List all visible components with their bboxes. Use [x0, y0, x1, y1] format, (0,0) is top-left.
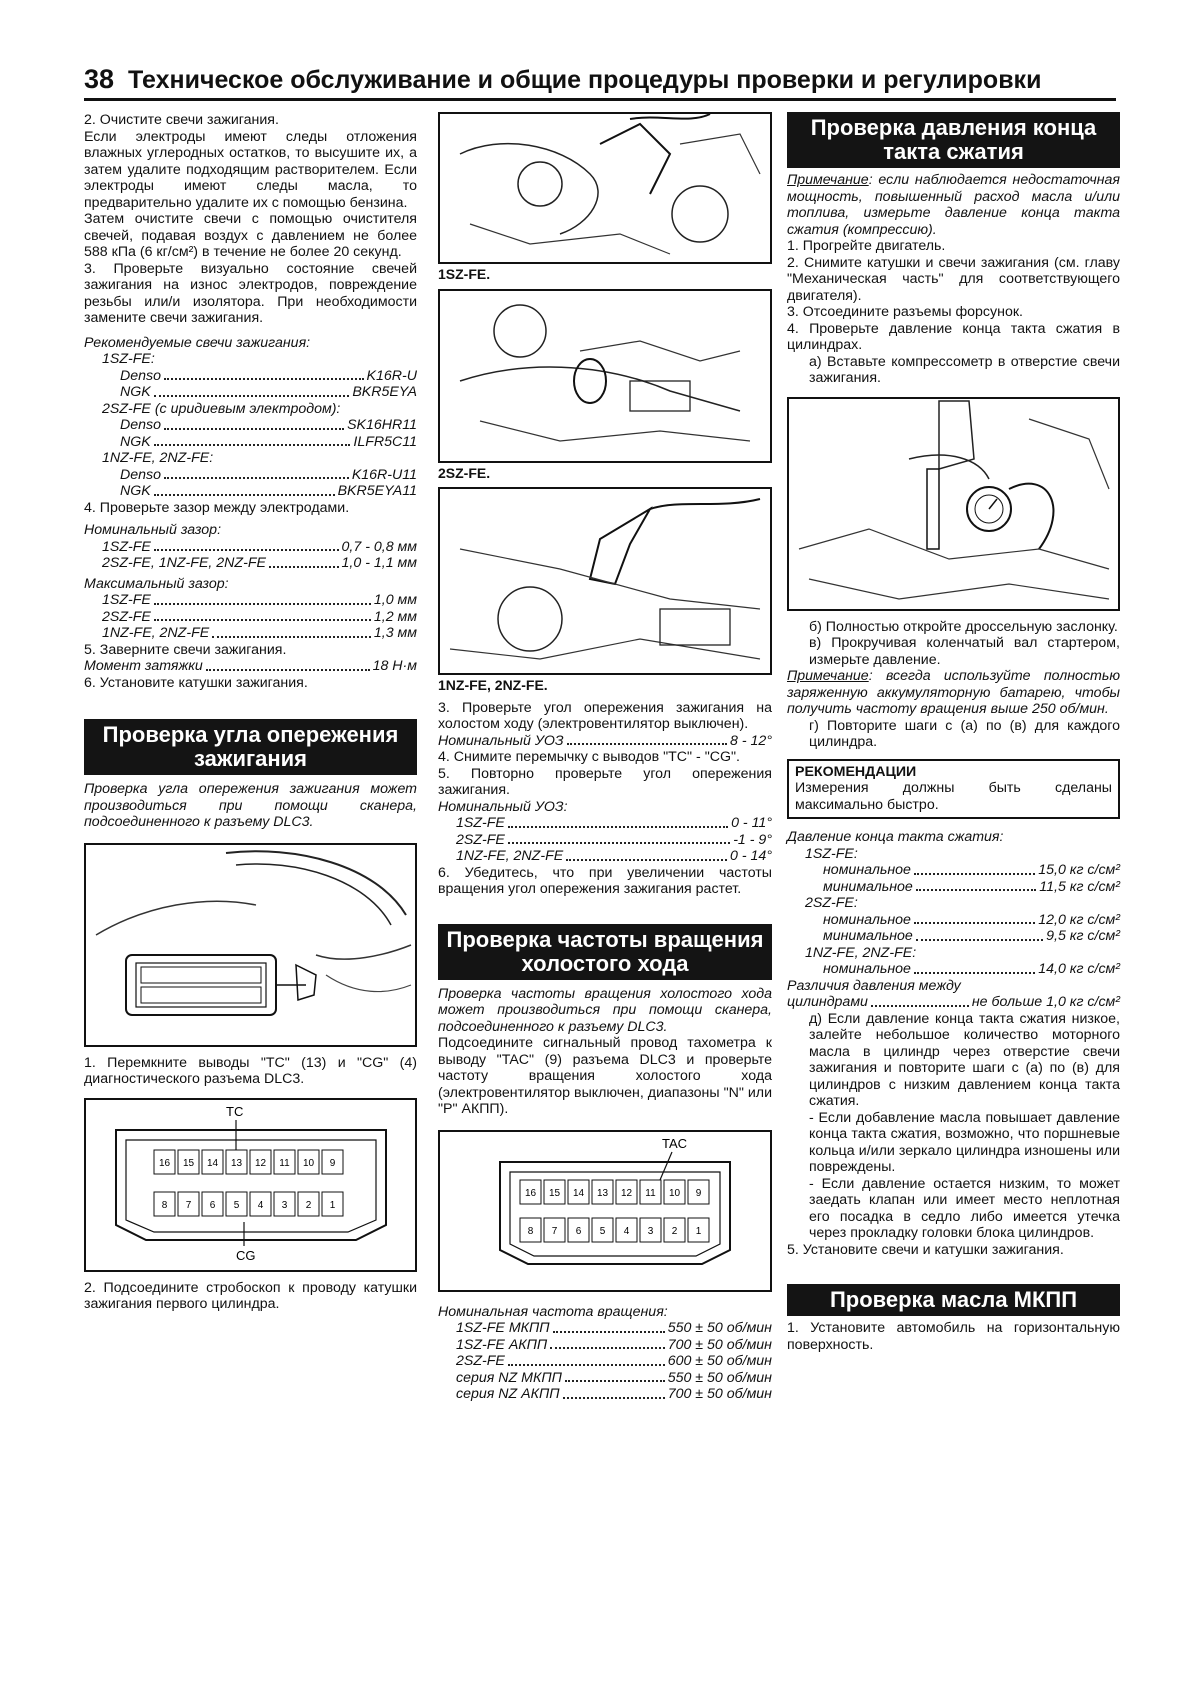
spec-row	[438, 848, 772, 865]
connector-pin-label: 5	[599, 1225, 606, 1237]
connector-pin-label: 9	[695, 1187, 702, 1199]
spec-key: Номинальный УОЗ	[438, 732, 564, 749]
spec-key: 1NZ-FE, 2NZ-FE	[456, 848, 564, 864]
connector-pin-label: 10	[302, 1157, 315, 1169]
spec-engine: 1NZ-FE, 2NZ-FE:	[805, 944, 917, 961]
spec-value: 8 - 12°	[730, 732, 772, 749]
connector-pin-label: 11	[645, 1187, 656, 1199]
spec-key: минимальное	[823, 928, 913, 944]
spec-row	[438, 1320, 772, 1337]
spec-row	[438, 1386, 772, 1403]
recommendation-title: РЕКОМЕНДАЦИИ	[795, 763, 917, 780]
spec-key: NGK	[120, 433, 151, 450]
figure-dlc3-location	[84, 843, 417, 1047]
paragraph: 6. Установите катушки зажигания.	[84, 674, 308, 691]
recommendation-box	[787, 759, 1120, 820]
note-text: : если наблюдается недостаточная мощность, повышенный расход масла и/или топлива, измерьте давление конца такта сжатия (компрессию).	[787, 172, 1120, 238]
spec-key: номинальное	[823, 911, 911, 928]
spec-key: номинальное	[823, 961, 911, 977]
note-text: : всегда используйте полностью заряженную аккумуляторную батарею, чтобы получить частоту вращения выше 250 об/мин.	[787, 668, 1120, 717]
spec-key: 2SZ-FE	[102, 608, 151, 625]
connector-pin-label: 8	[161, 1199, 168, 1211]
column-right	[787, 112, 1120, 1353]
connector-pin-label: 6	[209, 1199, 216, 1211]
paragraph: Затем очистите свечи с помощью очистителя свечей, подавая воздух с давлением не более 588 кПа (6 кг/см²) в течение не более 20 секунд.	[84, 211, 417, 260]
connector-pin-label: 12	[620, 1187, 633, 1199]
page-number: 38	[84, 64, 115, 94]
spec-value: 0 - 14°	[730, 848, 772, 864]
column-middle	[438, 112, 772, 1403]
connector-pin-label: 3	[281, 1199, 288, 1211]
spec-key: серия NZ АКПП	[456, 1386, 560, 1402]
paragraph: - Если давление остается низким, то может заедать клапан или имеет место неплотная его посадка в седло либо имеется утечка через прокладку головки блока цилиндров.	[809, 1175, 1120, 1241]
paragraph: 1. Установите автомобиль на горизонтальную поверхность.	[787, 1320, 1120, 1353]
spec-value: 9,5 кг с/см²	[1046, 928, 1120, 944]
connector-pin-label: 11	[279, 1157, 290, 1169]
label-cg: CG	[236, 1247, 256, 1263]
spec-key: 1SZ-FE	[456, 815, 505, 831]
section-heading-ignition-timing: Проверка угла опережения зажигания	[84, 719, 417, 775]
figure-dlc3-tac	[438, 1130, 772, 1292]
figure-compression-gauge	[787, 397, 1120, 611]
spec-value: ILFR5C11	[353, 433, 417, 450]
connector-pin-label: 6	[575, 1225, 582, 1237]
paragraph: 1. Прогрейте двигатель.	[787, 238, 946, 254]
column-left	[84, 112, 417, 1313]
spec-row	[84, 539, 417, 556]
note-label: Примечание	[787, 668, 869, 684]
section-heading-idle-speed: Проверка частоты вращения холостого хода	[438, 924, 772, 980]
paragraph: 2. Снимите катушки и свечи зажигания (см. главу "Механическая часть" для соответствующего двигателя).	[787, 254, 1120, 304]
paragraph: 3. Проверьте угол опережения зажигания на холостом ходу (электровентилятор выключен).	[438, 699, 772, 732]
paragraph: д) Если давление конца такта сжатия низкое, залейте небольшое количество моторного масла в цилиндр через отверстие свечи зажигания и повторите шаги с (а) по (в) для цилиндров с низким давлением конца такта сжатия.	[809, 1010, 1120, 1109]
dlc3-connector-diagram	[86, 1100, 415, 1266]
note	[787, 668, 1120, 718]
connector-pin-label: 16	[158, 1157, 171, 1169]
spark-plugs-spec	[84, 335, 417, 500]
section-note: Проверка частоты вращения холостого хода может производиться при помощи сканера, подсоединенного к разъему DLC3.	[438, 985, 772, 1035]
connector-pin-label: 12	[254, 1157, 267, 1169]
paragraph: 3. Отсоедините разъемы форсунок.	[787, 304, 1023, 320]
spec-key: Denso	[120, 367, 162, 384]
spec-title: Максимальный зазор:	[84, 575, 229, 592]
spec-engine: 1NZ-FE, 2NZ-FE:	[102, 450, 214, 466]
figure-engine-2sz	[438, 289, 772, 463]
spec-row	[84, 658, 417, 675]
spec-row	[438, 733, 772, 750]
spec-engine: 1SZ-FE:	[805, 845, 858, 862]
connector-pin-label: 4	[257, 1199, 264, 1211]
spec-key: 1SZ-FE	[102, 592, 151, 608]
spec-value: 550 ± 50 об/мин	[667, 1320, 772, 1336]
spec-row	[84, 368, 417, 385]
spec-title: Давление конца такта сжатия:	[787, 829, 1004, 845]
connector-pin-label: 14	[206, 1157, 219, 1169]
spec-title: Номинальная частота вращения:	[438, 1303, 668, 1320]
connector-pin-label: 7	[551, 1225, 558, 1237]
paragraph: б) Полностью откройте дроссельную заслонку.	[809, 618, 1118, 635]
connector-pin-label: 13	[596, 1187, 609, 1199]
spec-value: K16R-U	[366, 367, 417, 384]
spec-value: 11,5 кг с/см²	[1039, 878, 1120, 895]
connector-pin-label: 8	[527, 1225, 534, 1237]
spec-value: 0,7 - 0,8 мм	[341, 538, 417, 555]
figure-dlc3-tc-cg	[84, 1098, 417, 1272]
spec-key: 2SZ-FE	[456, 831, 505, 848]
paragraph: - Если добавление масла повышает давление конца такта сжатия, возможно, что поршневые кольца и/или зеркало цилиндра изношены или повреждены.	[809, 1109, 1120, 1175]
spec-row	[84, 483, 417, 500]
spec-key: минимальное	[823, 878, 913, 895]
spec-row	[787, 994, 1120, 1011]
paragraph: 5. Повторно проверьте угол опережения зажигания.	[438, 765, 772, 798]
spec-title: Номинальный зазор:	[84, 522, 222, 538]
figure-engine-nz	[438, 487, 772, 675]
spec-key: NGK	[120, 384, 151, 400]
spec-row	[84, 592, 417, 609]
spec-title: Номинальный УОЗ:	[438, 798, 568, 815]
paragraph: а) Вставьте компрессометр в отверстие свечи зажигания.	[809, 353, 1120, 386]
spec-row	[84, 384, 417, 401]
label-tc: TC	[226, 1103, 244, 1119]
spec-row	[84, 609, 417, 626]
spec-value: не больше 1,0 кг с/см²	[971, 994, 1120, 1010]
spec-row	[84, 555, 417, 572]
paragraph: 5. Установите свечи и катушки зажигания.	[787, 1241, 1064, 1258]
section-heading-gearbox-oil: Проверка масла МКПП	[787, 1284, 1120, 1316]
connector-pin-label: 2	[305, 1199, 312, 1211]
spec-row	[787, 879, 1120, 896]
spec-value: 18 Н·м	[372, 658, 417, 674]
spec-key: серия NZ МКПП	[456, 1369, 562, 1386]
spec-row	[438, 1337, 772, 1354]
spec-row	[84, 417, 417, 434]
section-note: Проверка угла опережения зажигания может производиться при помощи сканера, подсоединенного к разъему DLC3.	[84, 781, 417, 830]
spec-row	[84, 467, 417, 484]
paragraph: 6. Убедитесь, что при увеличении частоты вращения угол опережения зажигания растет.	[438, 864, 772, 897]
spec-value: 15,0 кг с/см²	[1038, 862, 1120, 878]
spec-title: Различия давления между	[787, 977, 961, 994]
connector-pin-label: 7	[185, 1199, 192, 1211]
spec-value: 1,0 мм	[373, 592, 417, 608]
connector-pin-label: 15	[548, 1187, 561, 1199]
connector-pin-label: 10	[668, 1187, 681, 1199]
spec-row	[438, 832, 772, 849]
connector-pin-label: 1	[695, 1225, 702, 1237]
page-header	[84, 62, 1116, 101]
spec-row	[787, 928, 1120, 945]
connector-pin-label: 3	[647, 1225, 654, 1237]
paragraph: 2. Подсоедините стробоскоп к проводу катушки зажигания первого цилиндра.	[84, 1279, 417, 1312]
figure-caption: 2SZ-FE.	[438, 464, 491, 481]
spec-value: -1 - 9°	[733, 831, 772, 848]
connector-pin-label: 1	[329, 1199, 336, 1211]
spec-row	[438, 1370, 772, 1387]
connector-pin-label: 5	[233, 1199, 240, 1211]
paragraph: 2. Очистите свечи зажигания.	[84, 112, 279, 128]
spec-key: 1SZ-FE АКПП	[456, 1336, 548, 1353]
note	[787, 172, 1120, 238]
spec-value: 1,0 - 1,1 мм	[341, 555, 417, 571]
paragraph: 1. Перемкните выводы "TC" (13) и "CG" (4) диагностического разъема DLC3.	[84, 1054, 417, 1087]
spec-key: Denso	[120, 417, 162, 433]
spec-key: 1SZ-FE	[102, 538, 151, 555]
spec-value: K16R-U11	[351, 466, 417, 483]
section-heading-compression: Проверка давления конца такта сжатия	[787, 112, 1120, 168]
spec-value: 550 ± 50 об/мин	[667, 1369, 772, 1386]
spec-key: номинальное	[823, 862, 911, 878]
spec-row	[438, 1353, 772, 1370]
spec-value: BKR5EYA11	[337, 483, 417, 499]
connector-pin-label: 2	[671, 1225, 678, 1237]
connector-pin-label: 16	[524, 1187, 537, 1199]
spec-value: 1,3 мм	[373, 625, 417, 641]
figure-caption: 1NZ-FE, 2NZ-FE.	[438, 677, 548, 693]
note-label: Примечание	[787, 172, 869, 188]
figure-engine-1sz	[438, 112, 772, 264]
spec-row	[787, 961, 1120, 978]
connector-pin-label: 13	[230, 1157, 243, 1169]
spec-value: 1,2 мм	[373, 608, 417, 625]
paragraph: 4. Снимите перемычку с выводов "TC" - "CG".	[438, 749, 740, 765]
spec-value: SK16HR11	[347, 417, 417, 433]
spec-key: 2SZ-FE, 1NZ-FE, 2NZ-FE	[102, 555, 266, 571]
dlc3-connector-diagram	[440, 1132, 770, 1286]
spec-value: 14,0 кг с/см²	[1038, 961, 1120, 977]
paragraph: Подсоедините сигнальный провод тахометра к выводу "TAC" (9) разъема DLC3 и проверьте частоту вращения холостого хода (электровентилятор выключен, диапазоны "N" или "P" АКПП).	[438, 1035, 772, 1117]
spec-value: BKR5EYA	[352, 384, 417, 400]
spec-key: Denso	[120, 466, 162, 483]
spec-key: 1NZ-FE, 2NZ-FE	[102, 625, 210, 641]
connector-pin-label: 15	[182, 1157, 195, 1169]
spec-engine: 1SZ-FE:	[102, 351, 155, 367]
spec-title: Рекомендуемые свечи зажигания:	[84, 334, 311, 351]
paragraph: в) Прокручивая коленчатый вал стартером, измерьте давление.	[809, 635, 1120, 668]
page-title: Техническое обслуживание и общие процедуры проверки и регулировки	[128, 66, 1042, 94]
paragraph: Если электроды имеют следы отложения влажных углеродных остатков, то высушите их, а затем удалите подходящим растворителем. Если электроды имеют следы масла, то предварительно удалите их с помощью бензина.	[84, 128, 417, 211]
paragraph: 5. Заверните свечи зажигания.	[84, 641, 287, 658]
spec-key: NGK	[120, 483, 151, 499]
recommendation-text: Измерения должны быть сделаны максимально быстро.	[795, 780, 1112, 813]
spec-engine: 2SZ-FE:	[805, 895, 858, 911]
spec-key: 1SZ-FE МКПП	[456, 1320, 550, 1336]
spec-row	[438, 815, 772, 832]
connector-pin-label: 9	[329, 1157, 336, 1169]
spec-engine: 2SZ-FE (с иридиевым электродом):	[102, 400, 341, 417]
paragraph: г) Повторите шаги с (а) по (в) для каждого цилиндра.	[809, 717, 1120, 750]
spec-key: Момент затяжки	[84, 658, 203, 674]
spec-key: цилиндрами	[787, 994, 868, 1010]
spec-row	[787, 862, 1120, 879]
paragraph: 4. Проверьте зазор между электродами.	[84, 499, 350, 516]
label-tac: TAC	[662, 1135, 688, 1151]
spec-value: 0 - 11°	[731, 815, 772, 831]
spec-key: 2SZ-FE	[456, 1353, 505, 1369]
spec-value: 12,0 кг с/см²	[1038, 911, 1120, 928]
figure-caption: 1SZ-FE.	[438, 266, 491, 282]
paragraph: 3. Проверьте визуально состояние свечей зажигания на износ электродов, повреждение резьбы или/и изолятора. При необходимости замените свечи зажигания.	[84, 260, 417, 326]
spec-row	[787, 912, 1120, 929]
spec-value: 600 ± 50 об/мин	[667, 1353, 772, 1369]
spec-row	[84, 625, 417, 642]
spec-row	[84, 434, 417, 451]
connector-pin-label: 4	[623, 1225, 630, 1237]
spec-value: 700 ± 50 об/мин	[667, 1386, 772, 1402]
paragraph: 4. Проверьте давление конца такта сжатия в цилиндрах.	[787, 320, 1120, 353]
spec-value: 700 ± 50 об/мин	[667, 1336, 772, 1353]
connector-pin-label: 14	[572, 1187, 585, 1199]
